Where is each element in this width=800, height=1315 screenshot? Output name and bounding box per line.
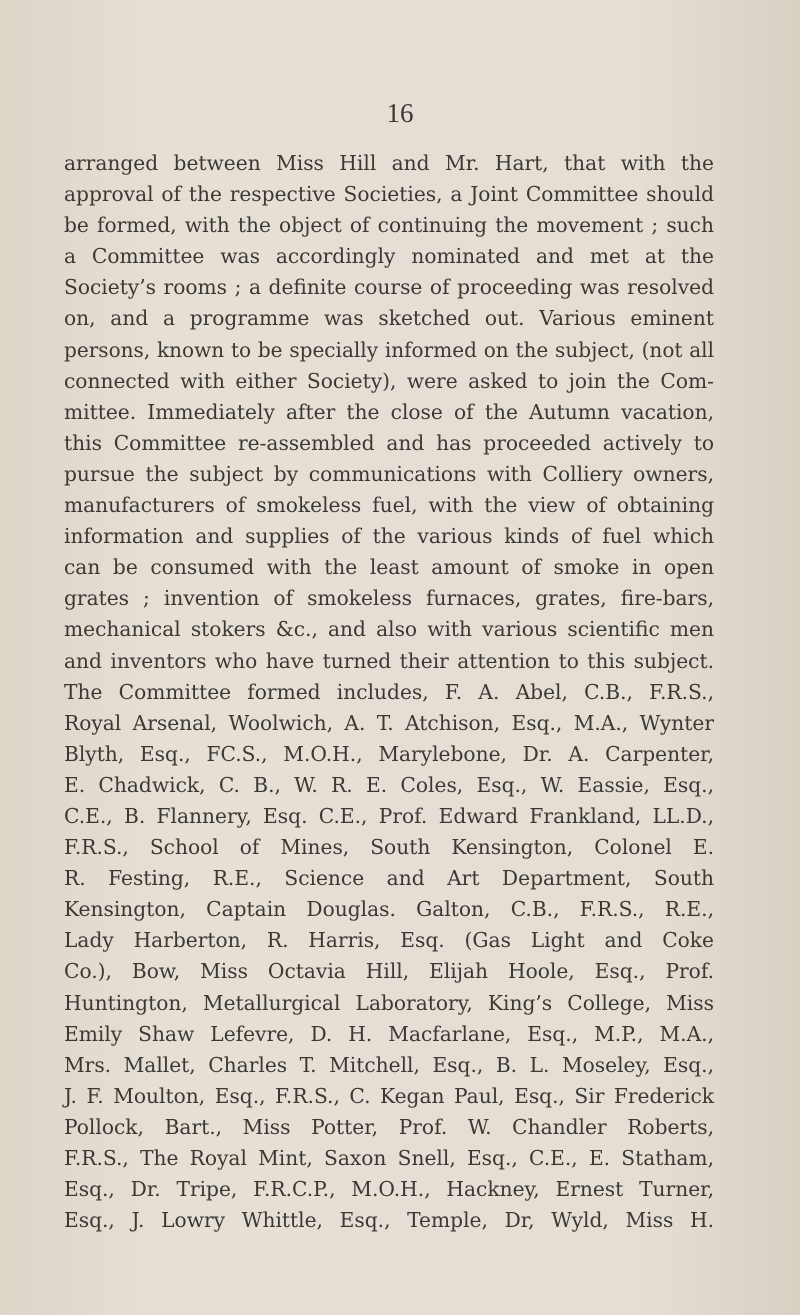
text-line: R. Festing, R.E., Science and Art Department, South [64,866,714,891]
text-line: grates ; invention of smokeless furnaces, grates, fire-bars, [64,586,714,611]
text-line: pursue the subject by communications with Colliery owners, [64,461,714,486]
text-line: F.R.S., The Royal Mint, Saxon Snell, Esq., C.E., E. Statham, [64,1146,714,1170]
text-line: can be consumed with the least amount of smoke in open [64,555,714,580]
text-line: Pollock, Bart., Miss Potter, Prof. W. Chandler Roberts, [64,1114,714,1139]
text-line: Lady Harberton, R. Harris, Esq. (Gas Light and Coke [64,928,714,953]
text-line: manufacturers of smokeless fuel, with the view of obtaining [64,493,714,518]
text-line: Royal Arsenal, Woolwich, A. T. Atchison, Esq., M.A., Wynter [64,710,714,735]
text-line: and inventors who have turned their attention to this subject. [64,648,714,673]
page-number: 16 [386,98,414,128]
body-paragraph [64,148,714,1236]
text-line: persons, known to be specially informed on the subject, (not all [64,337,714,362]
text-line: on, and a programme was sketched out. Various eminent [64,306,714,331]
text-line: The Committee formed includes, F. A. Abel, C.B., F.R.S., [64,679,714,704]
text-line: a Committee was accordingly nominated and met at the [64,244,714,269]
text-line: E. Chadwick, C. B., W. R. E. Coles, Esq., W. Eassie, Esq., [64,772,714,797]
text-line: Esq., Dr. Tripe, F.R.C.P., M.O.H., Hackney, Ernest Turner, [64,1177,714,1202]
text-line: connected with either Society), were asked to join the Com- [64,368,714,393]
text-line: Blyth, Esq., FC.S., M.O.H., Marylebone, Dr. A. Carpenter, [64,741,714,766]
text-line: arranged between Miss Hill and Mr. Hart, that with the [64,151,714,175]
text-line: Esq., J. Lowry Whittle, Esq., Temple, Dr, Wyld, Miss H. [64,1208,714,1233]
text-line: J. F. Moulton, Esq., F.R.S., C. Kegan Paul, Esq., Sir Frederick [64,1083,714,1108]
text-line: Co.), Bow, Miss Octavia Hill, Elijah Hoole, Esq., Prof. [64,959,714,984]
text-line: this Committee re-assembled and has proceeded actively to [64,430,714,455]
text-line: mechanical stokers &c., and also with various scientific men [64,617,714,642]
text-line: Emily Shaw Lefevre, D. H. Macfarlane, Esq., M.P., M.A., [64,1021,714,1046]
text-line: C.E., B. Flannery, Esq. C.E., Prof. Edward Frankland, LL.D., [64,803,714,828]
text-line: information and supplies of the various kinds of fuel which [64,524,714,549]
text-line: Society’s rooms ; a definite course of proceeding was resolved [64,275,714,300]
text-line: be formed, with the object of continuing the movement ; such [64,213,714,238]
text-line: approval of the respective Societies, a Joint Committee should [64,182,714,207]
text-line: F.R.S., School of Mines, South Kensington, Colonel E. [64,835,714,860]
text-line: Mrs. Mallet, Charles T. Mitchell, Esq., B. L. Moseley, Esq., [64,1052,714,1077]
text-line: Kensington, Captain Douglas. Galton, C.B., F.R.S., R.E., [64,897,714,922]
text-line: mittee. Immediately after the close of the Autumn vacation, [64,399,714,424]
text-line: Huntington, Metallurgical Laboratory, King’s College, Miss [64,990,714,1015]
